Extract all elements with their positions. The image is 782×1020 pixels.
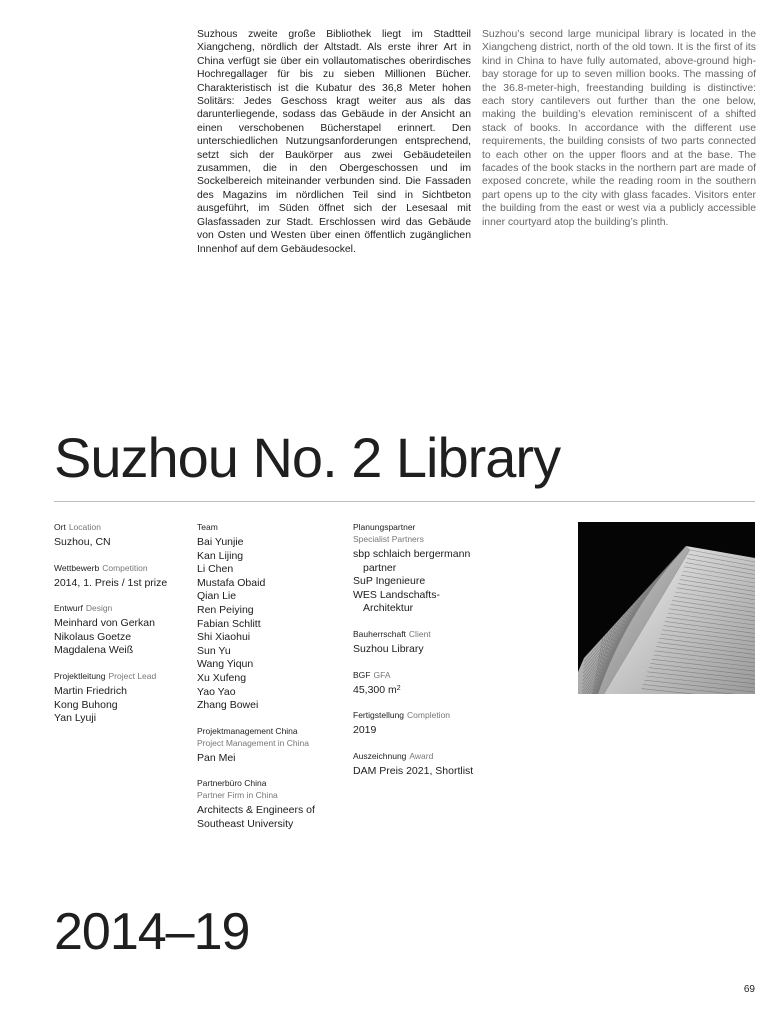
award-group (353, 751, 513, 779)
specialist-partner-line: partner (363, 561, 397, 574)
location-values (54, 536, 194, 550)
team-member: Qian Lie (197, 590, 237, 603)
project-lead-values (54, 685, 194, 726)
project-title: Suzhou No. 2 Library (54, 426, 561, 489)
specialist-partners-group (353, 522, 513, 616)
team-member: Fabian Schlitt (197, 617, 261, 630)
specialist-partners-label-en: Specialist Partners (353, 534, 424, 544)
details-column-2 (197, 522, 347, 845)
team-member: Zhang Bowei (197, 699, 259, 712)
completion-value: 2019 (353, 724, 377, 737)
gfa-value-line (353, 684, 513, 698)
design-label-de: Entwurf (54, 603, 83, 614)
project-lead-member: Martin Friedrich (54, 684, 127, 697)
design-label-en: Design (85, 603, 113, 614)
specialist-partners-values (353, 548, 513, 616)
competition-label (54, 563, 194, 574)
location-label (54, 522, 194, 533)
team-member: Ren Peiying (197, 603, 254, 616)
team-member: Sun Yu (197, 644, 231, 657)
team-member: Kan Lijing (197, 549, 244, 562)
project-lead-label-de: Projektleitung (54, 670, 106, 681)
team-values (197, 536, 347, 713)
gfa-label-en: GFA (373, 669, 391, 680)
client-value: Suzhou Library (353, 642, 424, 655)
completion-label-de: Fertigstellung (353, 710, 405, 721)
team-member: Bai Yunjie (197, 536, 244, 548)
details-column-1 (54, 522, 194, 739)
library-detail-photo (578, 522, 755, 694)
project-lead-label (54, 671, 194, 682)
design-member: Nikolaus Goetze (54, 630, 132, 643)
team-member: Wang Yiqun (197, 658, 254, 671)
client-label-en: Client (408, 628, 431, 639)
project-management-china-label-de: Projektmanagement China (197, 725, 298, 736)
completion-label-en: Completion (407, 710, 451, 721)
project-lead-label-en: Project Lead (108, 670, 157, 681)
design-values (54, 617, 194, 658)
team-group (197, 522, 347, 713)
partner-firm-line: Southeast University (197, 817, 294, 830)
intro-paragraph-de: Suzhous zweite große Bibliothek liegt im Stadtteil Xiangcheng, nördlich der Altstadt. Als erste ihrer Art in China verfügt sie über ein vollautomatisches oberirdisches Hochregallager für bis zu sieben Millionen Bücher. Charakteristisch ist die Kubatur des 36,8 Meter hohen Solitärs: Jedes Geschoss kragt weiter aus als das darunterliegende, sodass das Gebäude in der Ansicht an einen verschobenen Bücherstapel erinnert. Den unterschiedlichen Nutzungsanforderungen entsprechend, setzt sich der Baukörper aus zwei Gebäudeteilen zusammen, die in den Obergeschossen und im Sockelbereich miteinander verbunden sind. Die Fassaden des Magazins im nördlichen Teil sind in Sichtbeton ausgeführt, im Süden öffnet sich der Lesesaal mit Glasfassaden zur Stadt. Erschlossen wird das Gebäude von Osten und Westen über einen öffentlich zugänglichen Innenhof auf dem Gebäudesockel. (197, 29, 471, 255)
project-lead-member: Kong Buhong (54, 698, 118, 711)
gfa-values (353, 684, 513, 698)
award-value: DAM Preis 2021, Shortlist (353, 764, 474, 777)
award-values (353, 765, 513, 779)
project-management-china-label-en: Project Management in China (197, 737, 309, 748)
intro-paragraph-en: Suzhou’s second large municipal library is located in the Xiangcheng district, north of the old town. It is the first of its kind in China to have fully automated, above-ground high-bay storage for up to seven million books. The massing of the 36.8-meter-high, freestanding building is distinctive: each story cantilevers out further than the one below, making the building’s elevation reminiscent of a shifted stack of books. In accordance with the different use requirements, the building consists of two parts connected to each other on the upper floors and at the base. The facades of the book stacks in the northern part are made of exposed concrete, while the reading room in the southern part opens up to the city with glass facades. Visitors enter the building from the east or west via a publicly accessible inner courtyard atop the building’s plinth. (482, 29, 756, 228)
team-member: Shi Xiaohui (197, 631, 251, 644)
intro-text-german (197, 28, 471, 256)
title-divider (54, 501, 755, 502)
client-label (353, 629, 513, 640)
gfa-unit-superscript: 2 (396, 684, 401, 692)
team-member: Xu Xufeng (197, 671, 247, 684)
completion-values (353, 724, 513, 738)
competition-value: 2014, 1. Preis / 1st prize (54, 576, 168, 589)
partner-firm-china-group (197, 778, 347, 831)
specialist-partners-label-de: Planungspartner (353, 522, 416, 532)
partner-firm-china-label-de: Partnerbüro China (197, 778, 267, 789)
competition-values (54, 577, 194, 591)
team-member: Li Chen (197, 563, 234, 576)
specialist-partner-line: SuP Ingenieure (353, 575, 426, 588)
design-member: Meinhard von Gerkan (54, 617, 155, 630)
page-number: 69 (743, 984, 755, 995)
completion-group (353, 710, 513, 738)
design-label (54, 603, 194, 614)
location-group (54, 522, 194, 550)
award-label-de: Auszeichnung (353, 750, 407, 761)
gfa-group (353, 670, 513, 698)
stacked-pages-image (578, 522, 755, 694)
project-lead-member: Yan Lyuji (54, 712, 97, 725)
details-column-3 (353, 522, 513, 791)
client-group (353, 629, 513, 657)
design-group (54, 603, 194, 658)
team-member: Mustafa Obaid (197, 576, 266, 589)
specialist-partner-line: sbp schlaich bergermann (353, 548, 471, 560)
award-label (353, 751, 513, 762)
award-label-en: Award (409, 750, 434, 761)
completion-label (353, 710, 513, 721)
team-member: Yao Yao (197, 685, 236, 698)
competition-group (54, 563, 194, 591)
project-management-china-group (197, 726, 347, 766)
project-management-china-values (197, 752, 347, 766)
specialist-partner-line: WES Landschafts- (353, 588, 440, 601)
location-label-en: Location (68, 522, 101, 532)
gfa-label-de: BGF (353, 669, 371, 680)
client-label-de: Bauherrschaft (353, 628, 406, 639)
project-management-china-value: Pan Mei (197, 751, 236, 764)
gfa-value: 45,300 m (353, 683, 397, 696)
competition-label-en: Competition (102, 562, 148, 573)
project-lead-group (54, 671, 194, 726)
partner-firm-line: Architects & Engineers of (197, 804, 315, 817)
intro-text-english (482, 28, 756, 229)
client-values (353, 643, 513, 657)
partner-firm-china-label-en: Partner Firm in China (197, 790, 278, 801)
team-label: Team (197, 522, 218, 532)
competition-label-de: Wettbewerb (54, 562, 100, 573)
specialist-partner-line: Architektur (363, 602, 414, 615)
project-years: 2014–19 (54, 903, 250, 961)
location-label-de: Ort (54, 522, 66, 532)
partner-firm-china-values (197, 804, 347, 831)
gfa-label (353, 670, 513, 681)
location-value: Suzhou, CN (54, 536, 111, 548)
design-member: Magdalena Weiß (54, 644, 134, 657)
